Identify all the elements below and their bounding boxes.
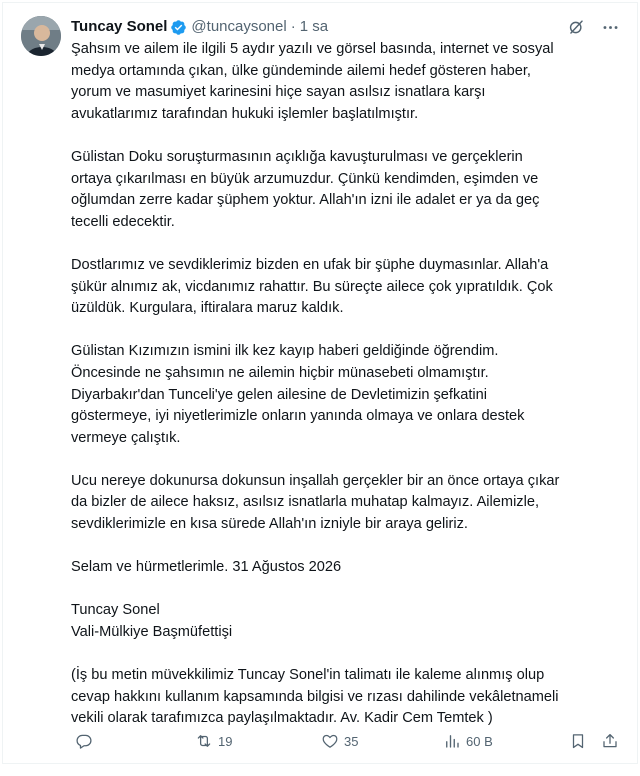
tweet-paragraph xyxy=(71,471,627,536)
tweet-line: sevdiklerimizle en kısa sürede Allah'ın izniyle bir araya geliriz. xyxy=(71,516,468,533)
tweet-actions xyxy=(71,729,627,753)
grok-icon[interactable] xyxy=(565,16,587,38)
tweet-paragraph xyxy=(71,341,627,449)
tweet-line: Vali-Mülkiye Başmüfettişi xyxy=(71,624,233,641)
tweet-line: da bizler de ailece haksız, asılsız isnatlarla muhatap kalmayız. Ailemizle, xyxy=(71,494,540,511)
tweet-line: Diyarbakır'dan Tunceli'ye gelen ailesine de Devletimizin şefkatini xyxy=(71,386,488,403)
retweet-button[interactable] xyxy=(195,729,232,753)
tweet-header xyxy=(71,17,328,37)
author-name[interactable]: Tuncay Sonel xyxy=(71,18,168,35)
tweet-line: ortaya çıkarılması en büyük arzumuzdur. Çünkü kendimden, eşimden ve xyxy=(71,170,539,187)
tweet-line: oğlumdan zerre kadar şüphem yoktur. Allah'ın izni ile adalet er ya da geç xyxy=(71,192,540,209)
heart-icon xyxy=(321,732,339,750)
views-button[interactable] xyxy=(443,729,493,753)
tweet-paragraph xyxy=(71,147,627,233)
share-icon xyxy=(601,732,619,750)
tweet-line: avukatlarımız tarafından hukuki işlemler başlatılmıştır. xyxy=(71,105,419,122)
reply-icon xyxy=(75,732,93,750)
tweet-paragraph xyxy=(71,600,627,643)
tweet-line: göstermeye, iyi niyetlerimizle onların yanında olmaya ve onlara destek xyxy=(71,408,525,425)
tweet-line: cevap hakkını kullanım kapsamında bilgisi ve rızası dahilinde vekâletnameli xyxy=(71,688,559,705)
tweet-line: şükür alnımız ak, vicdanımız rahattır. Bu süreçte ailece çok yıpratıldık. Çok xyxy=(71,278,553,295)
separator-dot: · xyxy=(290,18,296,35)
tweet-paragraph xyxy=(71,665,627,730)
retweet-icon xyxy=(195,732,213,750)
views-icon xyxy=(443,732,461,750)
tweet-line: Tuncay Sonel xyxy=(71,602,160,619)
tweet-card[interactable] xyxy=(2,2,638,764)
tweet-paragraph xyxy=(71,39,627,125)
tweet-line: Dostlarımız ve sevdiklerimiz bizden en ufak bir şüphe duymasınlar. Allah'a xyxy=(71,256,549,273)
share-button[interactable] xyxy=(601,729,619,753)
like-button[interactable] xyxy=(321,729,358,753)
tweet-line: üzüldük. Kurgulara, iftiralara maruz kaldık. xyxy=(71,300,344,317)
tweet-line: Gülistan Doku soruşturmasının açıklığa kavuşturulması ve gerçeklerin xyxy=(71,148,523,165)
tweet-line: Öncesinde ne şahsımın ne ailemin hiçbir münasebeti olmamıştır. xyxy=(71,364,489,381)
tweet-line: (İş bu metin müvekkilimiz Tuncay Sonel'in talimatı ile kaleme alınmış olup xyxy=(71,667,545,684)
bookmark-button[interactable] xyxy=(569,729,587,753)
tweet-line: tecelli edecektir. xyxy=(71,213,175,230)
tweet-time[interactable]: 1 sa xyxy=(299,18,329,35)
tweet-line: vermeye çalıştık. xyxy=(71,429,181,446)
tweet-line: medya ortamında çıkan, ülke gündeminde ailemi hedef gösteren haber, xyxy=(71,62,531,79)
more-icon[interactable] xyxy=(599,16,621,38)
bookmark-icon xyxy=(569,732,587,750)
like-count: 35 xyxy=(344,733,359,749)
view-count: 60 B xyxy=(466,733,493,749)
retweet-count: 19 xyxy=(218,733,233,749)
tweet-line: yorum ve masumiyet karinesini hiçe sayan asılsız isnatlara karşı xyxy=(71,84,486,101)
tweet-top-actions xyxy=(565,16,621,38)
tweet-paragraph xyxy=(71,255,627,320)
tweet-line: Ucu nereye dokunursa dokunsun inşallah gerçekler bir an önce ortaya çıkar xyxy=(71,472,560,489)
author-handle[interactable]: @tuncaysonel xyxy=(191,18,287,35)
verified-badge-icon xyxy=(170,19,187,36)
tweet-line: Gülistan Kızımızın ismini ilk kez kayıp haberi geldiğinde öğrendim. xyxy=(71,343,499,360)
tweet-text xyxy=(71,39,627,730)
tweet-paragraph xyxy=(71,557,627,579)
tweet-line: Şahsım ve ailem ile ilgili 5 aydır yazılı ve görsel basında, internet ve sosyal xyxy=(71,41,554,57)
tweet-line: Selam ve hürmetlerimle. 31 Ağustos 2026 xyxy=(71,559,342,576)
tweet-line: vekili olarak tarafımızca paylaşılmaktadır. Av. Kadir Cem Temtek ) xyxy=(71,710,493,727)
reply-button[interactable] xyxy=(75,729,98,753)
avatar[interactable] xyxy=(21,16,61,56)
